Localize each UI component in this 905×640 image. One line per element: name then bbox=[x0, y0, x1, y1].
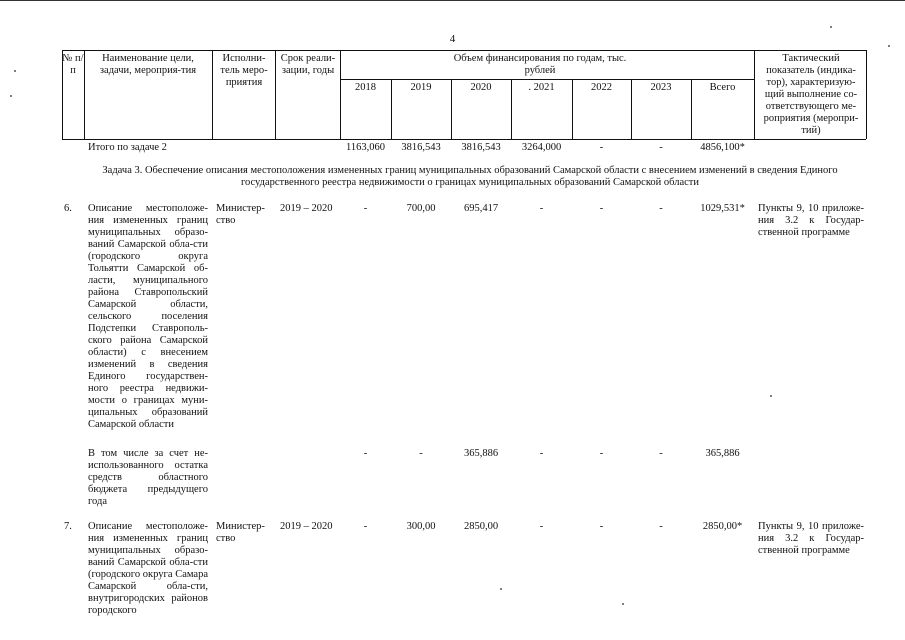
header-indicator: Тактический показатель (индика-тор), характеризую-щий выполнение со-ответствующего ме-роприятия (меропри-тий) bbox=[763, 53, 859, 136]
total-row-label: Итого по задаче 2 bbox=[88, 142, 167, 153]
table-cell: - bbox=[363, 203, 368, 214]
year-header: . 2021 bbox=[528, 82, 555, 93]
table-cell: 700,00 bbox=[406, 203, 436, 214]
header-name: Наименование цели, задачи, мероприя-тия bbox=[99, 53, 197, 76]
table-cell: - bbox=[659, 521, 663, 532]
row-executor: Министер-ство bbox=[216, 203, 265, 226]
header-term: Срок реали-зации, годы bbox=[280, 53, 336, 76]
table-cell-total: 4856,100* bbox=[700, 142, 745, 153]
table-cell: - bbox=[659, 448, 663, 459]
row-name: Описание местоположе-ния измененных границ муниципальных образо-ваний Самарской обла-сти (городского округа Самара Самарской обла-сти, внутригородских районов городского bbox=[88, 521, 208, 616]
table-cell: - bbox=[599, 448, 604, 459]
year-header-total: Всего bbox=[709, 82, 736, 93]
table-cell: - bbox=[659, 142, 663, 153]
scan-speck bbox=[622, 603, 624, 605]
task-heading: Задача 3. Обеспечение описания местоположения измененных границ муниципальных образований Самарской области с внесением изменений в сведения Единого государственного реестра недвижимости о границах муниципальных образований Самарской области bbox=[102, 165, 838, 188]
table-cell: - bbox=[419, 448, 423, 459]
header-num: № п/п bbox=[62, 53, 84, 76]
table-cell: 2850,00 bbox=[463, 521, 499, 532]
table-cell: - bbox=[363, 448, 368, 459]
table-cell: - bbox=[599, 203, 604, 214]
table-cell: 3816,543 bbox=[401, 142, 441, 153]
table-cell: - bbox=[659, 203, 663, 214]
table-cell: - bbox=[599, 521, 604, 532]
table-cell: 3816,543 bbox=[461, 142, 501, 153]
table-cell-total: 365,886 bbox=[705, 448, 740, 459]
scan-speck bbox=[500, 588, 502, 590]
top-edge-line bbox=[0, 0, 905, 1]
header-executor: Исполни-тель меро-приятия bbox=[220, 53, 268, 88]
table-cell: - bbox=[363, 521, 368, 532]
year-header: 2019 bbox=[410, 82, 432, 93]
table-cell: - bbox=[539, 521, 544, 532]
table-cell: 1163,060 bbox=[346, 142, 385, 153]
year-header: 2023 bbox=[650, 82, 672, 93]
row-indicator: Пункты 9, 10 приложе-ния 3.2 к Государ-ственной программе bbox=[758, 521, 864, 556]
year-header: 2018 bbox=[355, 82, 376, 93]
year-header: 2022 bbox=[591, 82, 612, 93]
row-indicator: Пункты 9, 10 приложе-ния 3.2 к Государ-ственной программе bbox=[758, 203, 864, 238]
row-name: В том числе за счет не-использованного остатка средств областного бюджета предыдущего года bbox=[88, 448, 208, 507]
scan-speck bbox=[830, 26, 832, 28]
table-cell: - bbox=[539, 203, 544, 214]
row-term: 2019 – 2020 bbox=[280, 203, 333, 214]
table-cell: - bbox=[599, 142, 604, 153]
table-cell: 695,417 bbox=[463, 203, 499, 214]
header-finance: Объем финансирования по годам, тыс. рублей bbox=[453, 53, 627, 76]
scan-speck bbox=[10, 95, 12, 97]
row-number: 6. bbox=[64, 203, 72, 214]
table-cell: - bbox=[539, 448, 544, 459]
row-number: 7. bbox=[64, 521, 72, 532]
row-executor: Министер-ство bbox=[216, 521, 265, 544]
row-name: Описание местоположе-ния измененных границ муниципальных образо-ваний Самарской обла-сти (городского округа Тольятти Самарской об-ласти, муниципального района Ставропольский Самарской области, сельского поселения Подстепки Ставрополь-ского района Самарской области) с внесением изменений в сведения Единого государствен-ного реестра недвижи-мости о границах муни-ципальных образований Самарской области bbox=[88, 203, 208, 430]
scan-speck bbox=[770, 395, 772, 397]
year-header: 2020 bbox=[470, 82, 492, 93]
scan-speck bbox=[14, 70, 16, 72]
table-cell: 365,886 bbox=[463, 448, 499, 459]
table-cell-total: 2850,00* bbox=[702, 521, 743, 532]
table-cell-total: 1029,531* bbox=[700, 203, 745, 214]
table-cell: 300,00 bbox=[406, 521, 436, 532]
scan-speck bbox=[888, 45, 890, 47]
table-cell: 3264,000 bbox=[521, 142, 562, 153]
page-number: 4 bbox=[449, 33, 456, 45]
row-term: 2019 – 2020 bbox=[280, 521, 333, 532]
